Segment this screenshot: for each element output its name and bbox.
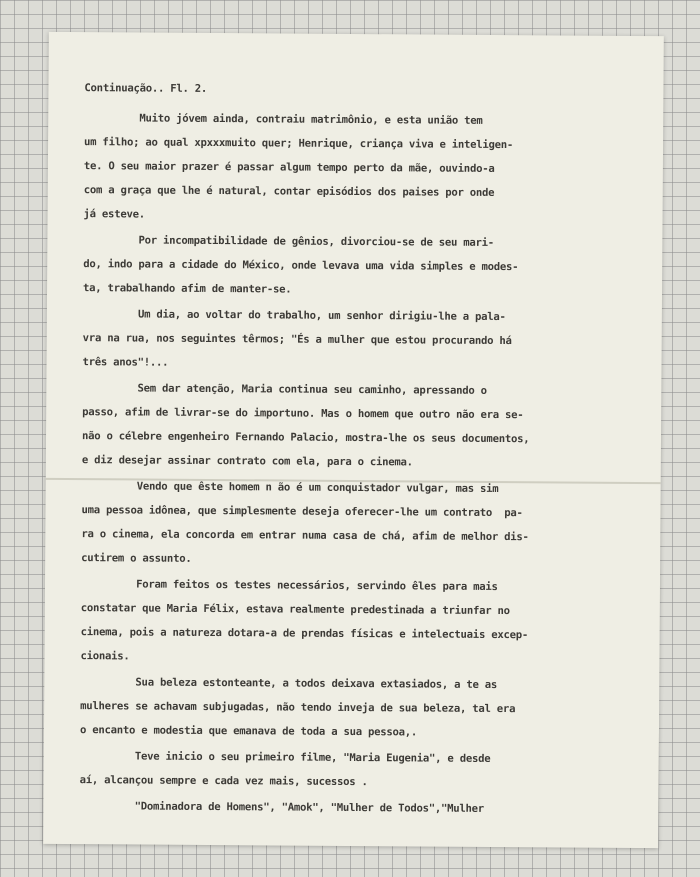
text-line: passo, afim de livrar-se do importuno. Mas o homem que outro não era se-	[82, 406, 524, 422]
text-line: Um dia, ao voltar do trabalho, um senhor dirigiu-lhe a pala-	[82, 308, 506, 324]
text-line: Sem dar atenção, Maria continua seu caminho, apressando o	[82, 382, 487, 397]
page-heading: Continuação.. Fl. 2.	[84, 82, 208, 95]
text-line: Vendo que êste homem n ão é um conquistador vulgar, mas sim	[81, 480, 499, 496]
text-line: te. O seu maior prazer é passar algum tempo perto da mãe, ouvindo-a	[83, 160, 495, 175]
text-line: constatar que Maria Félix, estava realmente predestinada a triunfar no	[80, 602, 510, 618]
text-line: mulheres se achavam subjugadas, não tendo inveja de sua beleza, tal era	[80, 700, 516, 716]
text-line: do, indo para a cidade do México, onde levava uma vida simples e modes-	[83, 258, 519, 274]
text-line: "Dominadora de Homens", "Amok", "Mulher de Todos","Mulher	[79, 800, 484, 815]
text-line: cionais.	[80, 650, 130, 663]
text-line: e diz desejar assinar contrato com ela, para o cinema.	[81, 454, 413, 469]
text-line: um filho; ao qual xpxxxmuito quer; Henrique, criança viva e inteligen-	[84, 136, 514, 152]
text-line: cutirem o assunto.	[81, 552, 192, 565]
paragraphs	[79, 106, 644, 822]
text-line: o encanto e modestia que emanava de toda a sua pessoa,.	[79, 724, 418, 739]
paragraph	[80, 670, 640, 746]
text-line: Por incompatibilidade de gênios, divorciou-se de seu mari-	[83, 234, 494, 249]
text-line: Muito jóvem ainda, contraiu matrimônio, e esta união tem	[84, 112, 483, 127]
text-line: vra na rua, nos seguintes têrmos; "És a mulher que estou procurando há	[82, 332, 512, 348]
paragraph	[81, 474, 642, 574]
text-line: uma pessoa idônea, que simplesmente deseja oferecer-lhe um contrato pa-	[81, 504, 523, 520]
text-line: ta, trabalhando afim de manter-se.	[83, 282, 292, 296]
paragraph	[80, 572, 641, 672]
typed-text-body	[79, 76, 644, 824]
paragraph	[83, 106, 644, 230]
text-line: Sua beleza estonteante, a todos deixava extasiados, a te as	[80, 676, 498, 692]
paragraph	[82, 302, 642, 378]
text-line: com a graça que lhe é natural, contar episódios dos paises por onde	[83, 184, 495, 199]
text-line: já esteve.	[83, 208, 145, 221]
paragraph	[79, 794, 639, 822]
text-line: Teve inicio o seu primeiro filme, "Maria Eugenia", e desde	[79, 750, 491, 765]
text-line: três anos"!...	[82, 356, 169, 369]
text-line: ra o cinema, ela concorda em entrar numa casa de chá, afim de melhor dis-	[81, 528, 529, 544]
text-line: Foram feitos os testes necessários, servindo êles para mais	[80, 578, 498, 594]
paragraph	[82, 376, 643, 476]
typed-page	[43, 32, 664, 848]
paragraph	[80, 744, 640, 796]
text-line: cinema, pois a natureza dotara-a de prendas físicas e intelectuais excep-	[80, 626, 529, 642]
paragraph	[83, 228, 643, 304]
text-line: não o célebre engenheiro Fernando Palacio, mostra-lhe os seus documentos,	[81, 430, 530, 446]
text-line: aí, alcançou sempre e cada vez mais, sucessos .	[79, 774, 368, 789]
